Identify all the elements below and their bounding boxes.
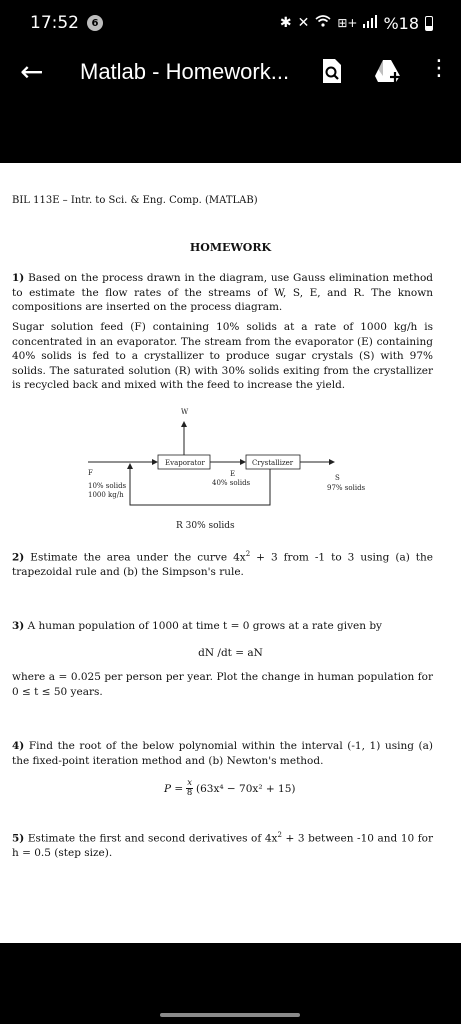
q3-equation: dN /dt = aN bbox=[198, 647, 263, 659]
status-right bbox=[280, 14, 433, 33]
question-1 bbox=[12, 271, 433, 315]
status-bar bbox=[0, 0, 461, 46]
question-1-detail: Sugar solution feed (F) containing 10% solids at a rate of 1000 kg/h is concentrated in an evaporator. The stream from the evaporator (E) containing 40% solids is fed to a crystallizer to produce sugar crystals (S) with 97% solids. The saturated solution (R) with 30% solids exiting from the crystallizer is recycled back and mixed with the feed to increase the yield. bbox=[12, 321, 433, 391]
home-gesture-bar[interactable] bbox=[160, 1013, 300, 1017]
e-solids: 40% solids bbox=[212, 479, 251, 487]
battery-percent: %18 bbox=[383, 13, 419, 33]
q4-eq-lhs: P = bbox=[164, 782, 184, 795]
q5-text-pre: Estimate the first and second derivatives of 4x bbox=[27, 832, 278, 845]
more-vert-icon[interactable]: ⋮ bbox=[428, 56, 450, 81]
q4-eq-body: (63x⁴ − 70x² + 15) bbox=[196, 782, 296, 795]
document-page bbox=[0, 163, 461, 943]
status-left bbox=[30, 13, 103, 33]
q2-text-pre: Estimate the area under the curve 4x bbox=[30, 551, 246, 564]
app-bar bbox=[0, 48, 461, 98]
question-5 bbox=[12, 828, 433, 861]
q3-number: 3) bbox=[12, 620, 25, 632]
q2-number: 2) bbox=[12, 551, 25, 564]
q3-text: A human population of 1000 at time t = 0 grows at a rate given by bbox=[27, 620, 382, 632]
w-label: W bbox=[181, 408, 189, 416]
e-label: E bbox=[230, 470, 236, 478]
status-time: 17:52 bbox=[30, 13, 79, 33]
f-solids: 10% solids bbox=[88, 482, 127, 490]
q4-text: Find the root of the below polynomial within the interval (-1, 1) using (a) the fixed-point iteration method and (b) Newton's method. bbox=[12, 740, 433, 767]
mute-icon: ✕ bbox=[297, 15, 310, 31]
f-label: F bbox=[88, 469, 93, 477]
volte-icon: ⊞+ bbox=[337, 16, 358, 30]
question-3 bbox=[12, 619, 433, 634]
signal-icon bbox=[363, 15, 377, 32]
s-solids: 97% solids bbox=[327, 484, 366, 492]
q5-number: 5) bbox=[12, 832, 25, 845]
back-arrow-icon[interactable]: ← bbox=[20, 55, 44, 88]
r-label: R 30% solids bbox=[176, 521, 235, 531]
document-title: Matlab - Homework... bbox=[80, 59, 290, 84]
find-in-page-icon[interactable] bbox=[320, 58, 344, 88]
q4-eq-denominator: 8 bbox=[186, 788, 193, 798]
q4-equation bbox=[164, 779, 295, 798]
battery-icon bbox=[425, 16, 433, 31]
q3-where: where a = 0.025 per person per year. Plot the change in human population for 0 ≤ t ≤ 50 years. bbox=[12, 671, 433, 698]
q1-number: 1) bbox=[12, 272, 25, 284]
q1-text: Based on the process drawn in the diagram, use Gauss elimination method to estimate the flow rates of the streams of W, S, E, and R. The known compositions are inserted on the process diagram. bbox=[12, 272, 433, 313]
q4-eq-fraction bbox=[186, 779, 193, 798]
homework-heading: HOMEWORK bbox=[189, 241, 272, 254]
q2-text-post: + 3 from -1 to 3 using (a) the trapezoidal rule and (b) the Simpson's rule. bbox=[12, 551, 434, 578]
wifi-icon bbox=[315, 14, 331, 32]
question-4 bbox=[12, 739, 433, 768]
add-to-drive-icon[interactable] bbox=[374, 58, 402, 88]
s-label: S bbox=[335, 474, 340, 482]
q4-eq-numerator: x bbox=[187, 778, 192, 788]
q2-exponent: 2 bbox=[245, 550, 251, 558]
q5-text-post: + 3 between -10 and 10 for h = 0.5 (step size). bbox=[12, 832, 433, 859]
q4-number: 4) bbox=[12, 740, 25, 752]
question-2 bbox=[12, 547, 433, 580]
course-header: BIL 113E – Intr. to Sci. & Eng. Comp. (MATLAB) bbox=[12, 195, 258, 206]
notification-count-badge: 6 bbox=[87, 15, 103, 31]
f-rate: 1000 kg/h bbox=[88, 491, 124, 499]
crystallizer-label: Crystallizer bbox=[252, 459, 294, 467]
q5-exponent: 2 bbox=[277, 831, 282, 839]
process-diagram bbox=[80, 403, 380, 538]
bluetooth-icon: ✱ bbox=[279, 15, 292, 31]
evaporator-label: Evaporator bbox=[165, 459, 205, 467]
